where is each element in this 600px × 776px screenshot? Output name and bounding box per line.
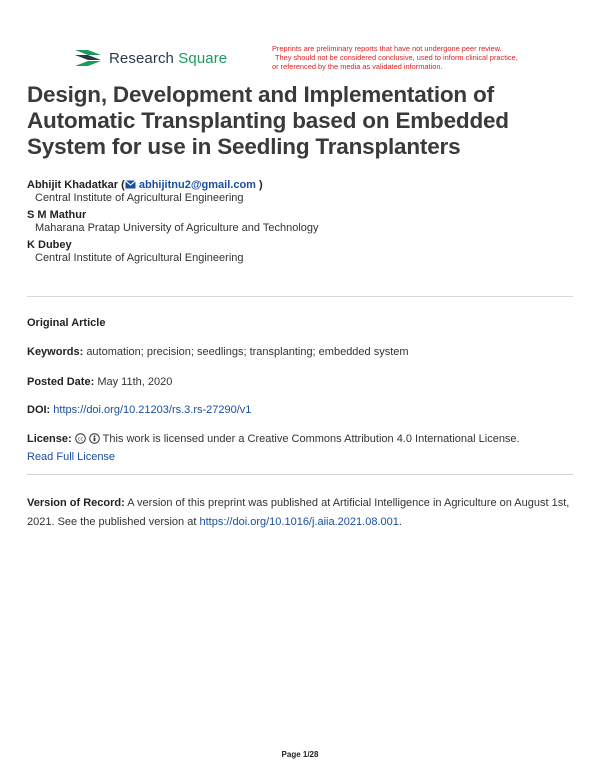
research-square-logo-icon [73, 47, 103, 69]
author-email-link[interactable]: abhijitnu2@gmail.com [138, 179, 256, 191]
cc-by-icon [89, 433, 100, 444]
version-of-record-label: Version of Record: [27, 497, 125, 509]
version-of-record-text: A version of this preprint was published at Artificial Intelligence in Agriculture on August 1st, 2021. See the published version at [27, 497, 570, 528]
author-2-affiliation: Maharana Pratap University of Agriculture and Technology [35, 222, 319, 234]
keywords-row [27, 346, 409, 358]
published-version-link[interactable]: https://doi.org/10.1016/j.aiia.2021.08.001 [199, 516, 399, 528]
research-square-logo[interactable] [73, 47, 227, 69]
read-full-license-link[interactable]: Read Full License [27, 451, 116, 463]
article-type [27, 317, 105, 329]
author-1-affiliation: Central Institute of Agricultural Engineering [35, 192, 244, 204]
license-label: License: [27, 433, 72, 445]
posted-date-row [27, 376, 172, 388]
posted-date-value: May 11th, 2020 [97, 376, 173, 388]
notice-line-1: Preprints are preliminary reports that have not undergone peer review. [272, 44, 502, 53]
keywords-label: Keywords: [27, 346, 84, 358]
brand-name-accent: Square [178, 49, 228, 67]
divider [27, 296, 573, 297]
article-type-label: Original Article [27, 317, 106, 329]
version-of-record-end: . [398, 516, 402, 528]
notice-line-2: They should not be considered conclusive, used to inform clinical practice, [275, 53, 518, 63]
divider [27, 474, 573, 475]
doi-label: DOI: [27, 404, 51, 416]
paper-title: Design, Development and Implementation of Automatic Transplanting based on Embedded System for use in Seedling Transplanters [27, 82, 509, 159]
version-of-record [27, 494, 577, 532]
author-list [27, 179, 319, 269]
license-link-row [27, 451, 115, 463]
page-number: Page 1/28 [281, 750, 319, 759]
brand-name [109, 50, 227, 67]
posted-date-label: Posted Date: [27, 376, 95, 388]
notice-line-3: or referenced by the media as validated information. [272, 62, 443, 72]
author-3-affiliation: Central Institute of Agricultural Engineering [35, 252, 244, 264]
license-row [27, 433, 520, 445]
envelope-icon [125, 180, 136, 189]
keywords-value: automation; precision; seedlings; transplanting; embedded system [86, 346, 409, 358]
author-3-name: K Dubey [27, 239, 72, 251]
brand-name-main: Research [109, 49, 174, 67]
svg-text:cc: cc [77, 436, 83, 443]
doi-row [27, 404, 251, 416]
cc-icon [75, 433, 86, 444]
license-text: This work is licensed under a Creative Commons Attribution 4.0 International License. [102, 433, 520, 445]
preprint-notice [272, 44, 542, 72]
doi-link[interactable]: https://doi.org/10.21203/rs.3.rs-27290/v1 [53, 404, 252, 416]
author-1-name: Abhijit Khadatkar [27, 179, 119, 191]
author-name: Abhijit Khadatkar ( abhijitnu2@gmail.com ) [27, 179, 263, 191]
author-2-name: S M Mathur [27, 209, 87, 221]
